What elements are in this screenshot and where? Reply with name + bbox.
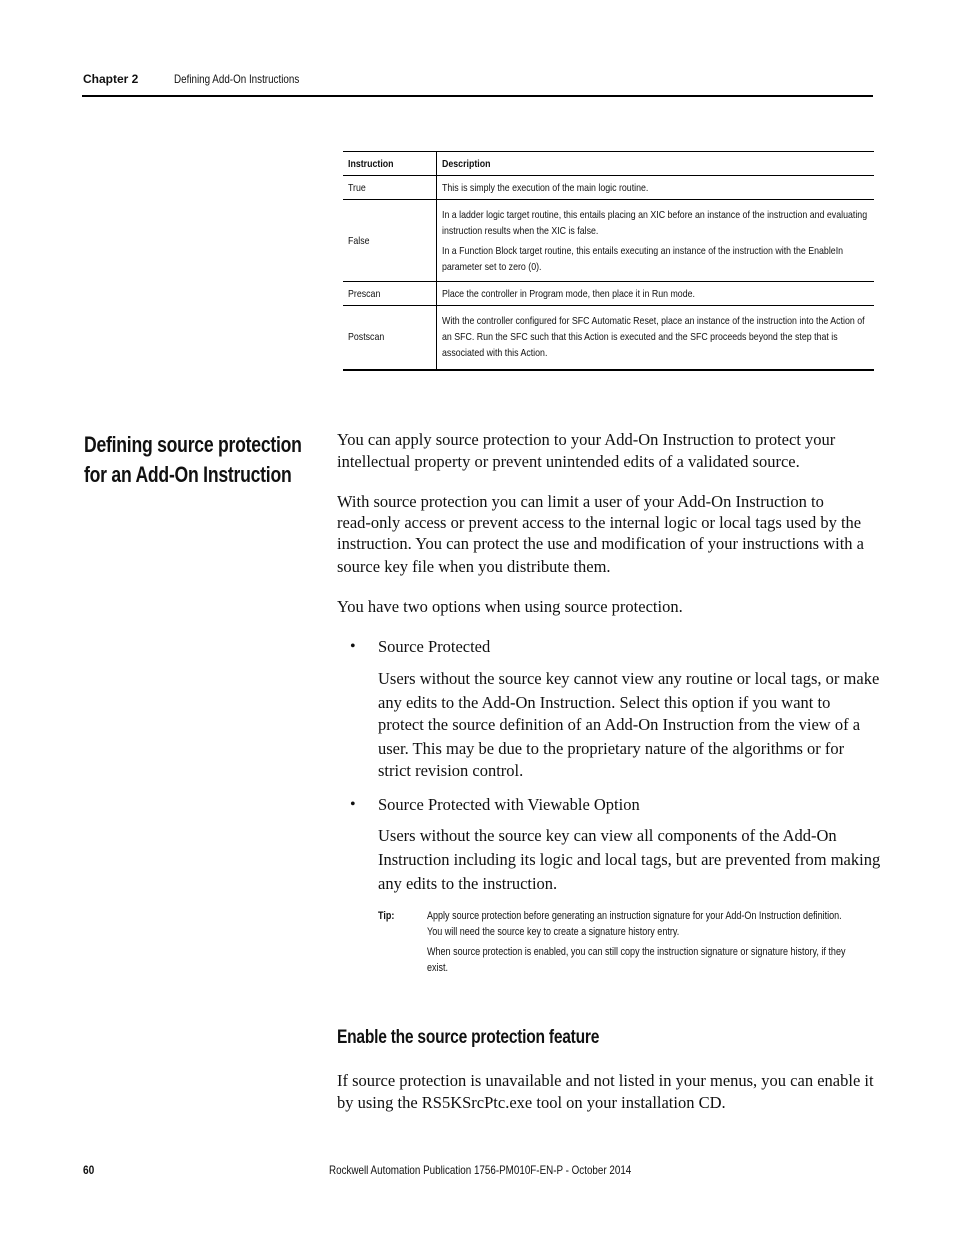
body-line: protect the source definition of an Add-On Instruction from the view of a — [378, 715, 861, 734]
chapter-label: Chapter 2 — [83, 72, 139, 86]
tip-line: exist. — [427, 962, 449, 974]
column-header-description: Description — [442, 157, 491, 170]
body-line: read-only access or prevent access to the internal logic or local tags used by the — [337, 513, 862, 532]
body-line: Users without the source key can view all components of the Add-On — [378, 826, 837, 845]
body-line: any edits to the Add-On Instruction. Select this option if you want to — [378, 693, 831, 712]
bullet-title: Source Protected with Viewable Option — [378, 795, 640, 814]
body-line: Instruction including its logic and local tags, but are prevented from making — [378, 850, 881, 869]
body-line: instruction. You can protect the use and modification of your instructions with a — [337, 534, 864, 553]
page-number: 60 — [83, 1163, 95, 1177]
body-line: by using the RS5KSrcPtc.exe tool on your installation CD. — [337, 1093, 726, 1112]
description-cell: With the controller configured for SFC Automatic Reset, place an instance of the instruction into the Action of an SFC. Run the SFC such that this Action is executed and the SFC proceeds beyond the step that is associated with this Action. — [442, 315, 865, 360]
body-line: user. This may be due to the proprietary nature of the algorithms or for — [378, 739, 845, 758]
description-cell: In a ladder logic target routine, this entails placing an XIC before an instance of the instruction and evaluating instruction results when the XIC is false. In a Function Block target routine, this entails executing an instance of the instruction with the EnableIn parameter set to zero (0). — [442, 208, 868, 273]
instruction-cell: False — [343, 200, 437, 282]
publication-footer: Rockwell Automation Publication 1756-PM010F-EN-P - October 2014 — [329, 1163, 632, 1177]
table-row — [343, 282, 874, 306]
body-line: source key file when you distribute them. — [337, 557, 611, 576]
tip-line: Apply source protection before generating an instruction signature for your Add-On Instruction definition. — [427, 910, 842, 922]
body-line: strict revision control. — [378, 761, 524, 780]
table-row — [343, 306, 874, 370]
tip-line: You will need the source key to create a signature history entry. — [427, 926, 680, 938]
bullet-icon: • — [350, 638, 356, 655]
body-line: any edits to the instruction. — [378, 874, 558, 893]
section-heading: Defining source protection for an Add-On Instruction — [84, 432, 302, 487]
instruction-cell: True — [343, 176, 437, 200]
body-line: You can apply source protection to your Add-On Instruction to protect your — [337, 430, 836, 449]
running-title: Defining Add-On Instructions — [174, 72, 300, 86]
subsection-heading: Enable the source protection feature — [337, 1027, 600, 1048]
table-row — [343, 200, 874, 282]
table-row — [343, 176, 874, 200]
tip-line: When source protection is enabled, you can still copy the instruction signature or signature history, if they — [427, 946, 846, 958]
description-cell: Place the controller in Program mode, then place it in Run mode. — [442, 287, 695, 300]
instruction-cell: Prescan — [343, 282, 437, 306]
bullet-icon: • — [350, 796, 356, 813]
body-line: You have two options when using source protection. — [337, 597, 683, 616]
instruction-cell: Postscan — [343, 306, 437, 370]
body-line: intellectual property or prevent unintended edits of a validated source. — [337, 452, 800, 471]
table-header-row — [343, 152, 874, 176]
body-line: With source protection you can limit a user of your Add-On Instruction to — [337, 492, 824, 511]
tip-label: Tip: — [378, 910, 395, 922]
description-cell: This is simply the execution of the main logic routine. — [442, 181, 649, 194]
bullet-title: Source Protected — [378, 637, 491, 656]
header-rule — [82, 95, 873, 97]
body-line: Users without the source key cannot view any routine or local tags, or make — [378, 669, 880, 688]
column-header-instruction: Instruction — [343, 152, 437, 176]
body-line: If source protection is unavailable and not listed in your menus, you can enable it — [337, 1071, 874, 1090]
instruction-table — [343, 151, 874, 371]
